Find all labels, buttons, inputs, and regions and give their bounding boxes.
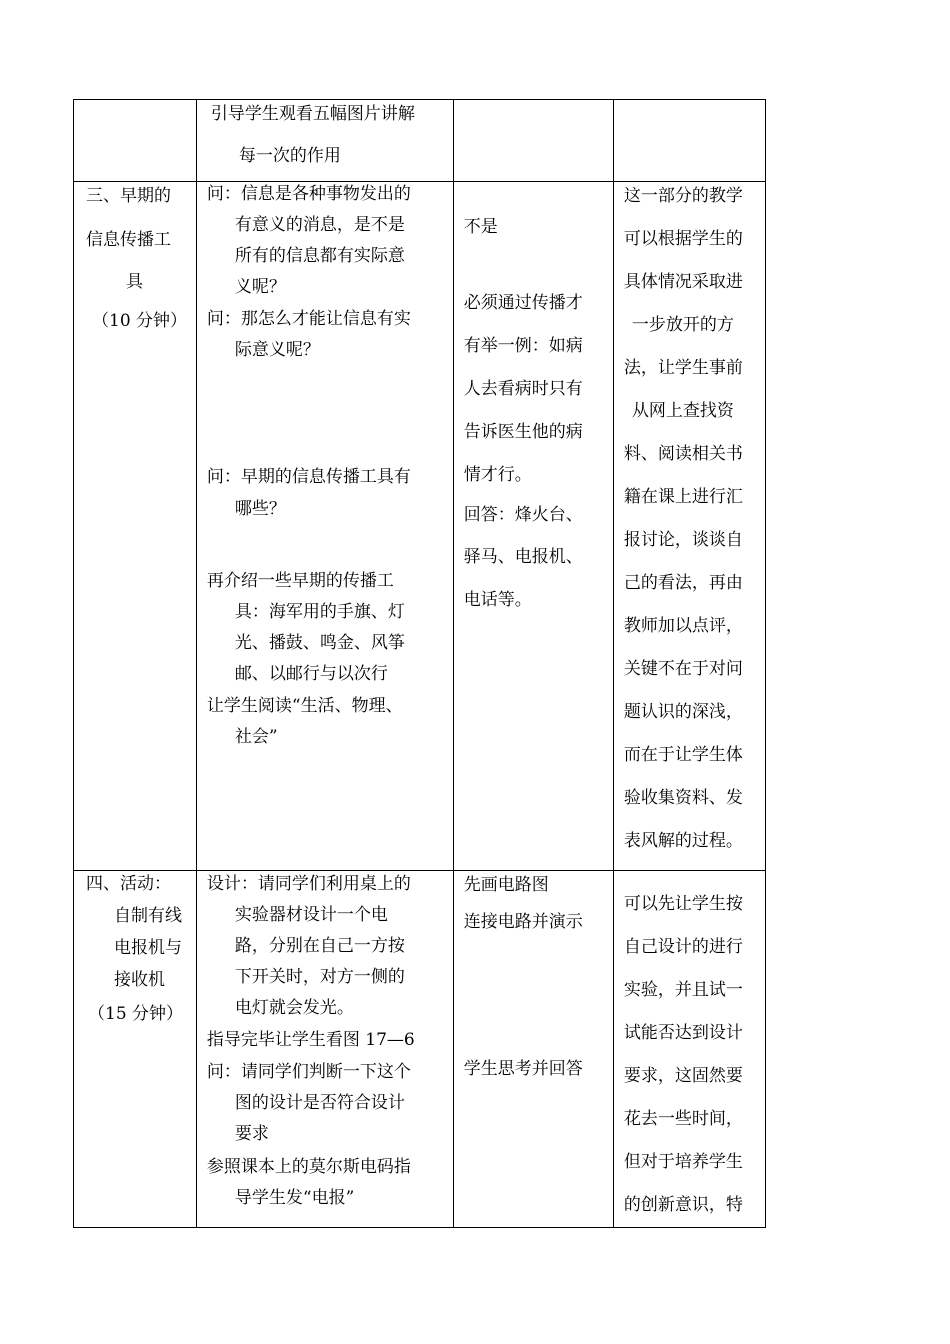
student-line: 告诉医生他的病 bbox=[463, 422, 583, 442]
lesson-plan-table bbox=[73, 99, 766, 1228]
teacher-line: 路，分别在自己一方按 bbox=[234, 936, 405, 956]
student-line: 连接电路并演示 bbox=[463, 912, 583, 932]
teacher-line: 导学生发“电报” bbox=[234, 1188, 355, 1208]
stage-line: （10 分钟） bbox=[92, 311, 188, 331]
student-line: 情才行。 bbox=[463, 465, 532, 485]
notes-cell bbox=[613, 182, 765, 871]
stage-line: 接收机 bbox=[114, 970, 165, 990]
teacher-line: 问：早期的信息传播工具有 bbox=[206, 467, 411, 487]
stage-cell bbox=[74, 100, 197, 182]
teacher-line: 要求 bbox=[234, 1124, 269, 1144]
notes-line: 要求，这固然要 bbox=[623, 1066, 743, 1086]
teacher-activity-cell bbox=[196, 182, 453, 871]
stage-line: 具 bbox=[126, 272, 143, 292]
teacher-line: 下开关时，对方一侧的 bbox=[234, 967, 405, 987]
notes-line: 的创新意识，特 bbox=[623, 1195, 743, 1215]
notes-line: 而在于让学生体 bbox=[623, 745, 743, 765]
teacher-line: 义呢？ bbox=[234, 277, 286, 297]
teacher-activity-cell bbox=[196, 100, 453, 182]
teacher-line: 哪些？ bbox=[234, 499, 286, 519]
teacher-line: 电灯就会发光。 bbox=[234, 998, 354, 1018]
teacher-line: 问：那怎么才能让信息有实 bbox=[206, 309, 411, 329]
student-activity-cell bbox=[453, 100, 613, 182]
stage-line: 信息传播工 bbox=[86, 230, 171, 250]
notes-line: 籍在课上进行汇 bbox=[623, 487, 743, 507]
teacher-line: 光、播鼓、鸣金、风筝 bbox=[234, 633, 405, 653]
notes-line: 表风解的过程。 bbox=[623, 831, 743, 851]
notes-line: 题认识的深浅， bbox=[623, 702, 743, 722]
student-line: 必须通过传播才 bbox=[463, 293, 583, 313]
student-line: 驿马、电报机、 bbox=[463, 547, 583, 567]
notes-line: 一步放开的方 bbox=[631, 315, 734, 335]
teacher-line: 指导完毕让学生看图 17—6 bbox=[206, 1030, 415, 1050]
student-line: 先画电路图 bbox=[463, 875, 549, 895]
teacher-line: 问：信息是各种事物发出的 bbox=[206, 184, 411, 204]
notes-line: 教师加以点评， bbox=[623, 616, 743, 636]
student-line: 有举一例：如病 bbox=[463, 336, 583, 356]
teacher-line: 际意义呢？ bbox=[234, 340, 320, 360]
notes-line: 试能否达到设计 bbox=[623, 1023, 743, 1043]
student-activity-cell bbox=[453, 871, 613, 1228]
teacher-line: 引导学生观看五幅图片讲解 bbox=[210, 104, 415, 124]
teacher-line: 设计：请同学们利用桌上的 bbox=[206, 874, 411, 894]
stage-cell bbox=[74, 182, 197, 871]
teacher-line: 社会” bbox=[234, 727, 278, 747]
notes-line: 这一部分的教学 bbox=[623, 186, 743, 206]
notes-line: 验收集资料、发 bbox=[623, 788, 743, 808]
notes-line: 但对于培养学生 bbox=[623, 1152, 743, 1172]
teacher-line: 实验器材设计一个电 bbox=[234, 905, 388, 925]
student-line: 人去看病时只有 bbox=[463, 379, 583, 399]
notes-line: 从网上查找资 bbox=[631, 401, 734, 421]
student-activity-cell bbox=[453, 182, 613, 871]
student-line: 不是 bbox=[463, 217, 498, 237]
stage-line: （15 分钟） bbox=[88, 1004, 184, 1024]
student-line: 回答：烽火台、 bbox=[463, 505, 583, 525]
student-line: 电话等。 bbox=[463, 590, 532, 610]
teacher-line: 每一次的作用 bbox=[238, 146, 341, 166]
table-row bbox=[74, 100, 766, 182]
notes-line: 法，让学生事前 bbox=[623, 358, 743, 378]
table-row bbox=[74, 871, 766, 1228]
stage-line: 自制有线 bbox=[114, 906, 182, 926]
notes-cell bbox=[613, 100, 765, 182]
teacher-activity-cell bbox=[196, 871, 453, 1228]
notes-line: 具体情况采取进 bbox=[623, 272, 743, 292]
notes-line: 己的看法，再由 bbox=[623, 573, 743, 593]
notes-line: 料、阅读相关书 bbox=[623, 444, 743, 464]
notes-line: 报讨论，谈谈自 bbox=[623, 530, 743, 550]
notes-line: 自己设计的进行 bbox=[623, 937, 743, 957]
notes-line: 可以根据学生的 bbox=[623, 229, 743, 249]
stage-line: 四、活动： bbox=[86, 874, 171, 894]
stage-line: 电报机与 bbox=[114, 938, 182, 958]
teacher-line: 有意义的消息，是不是 bbox=[234, 215, 405, 235]
stage-cell bbox=[74, 871, 197, 1228]
teacher-line: 图的设计是否符合设计 bbox=[234, 1093, 405, 1113]
notes-cell bbox=[613, 871, 765, 1228]
student-line: 学生思考并回答 bbox=[463, 1059, 583, 1079]
notes-line: 实验，并且试一 bbox=[623, 980, 743, 1000]
table-row bbox=[74, 182, 766, 871]
teacher-line: 邮、以邮行与以次行 bbox=[234, 664, 388, 684]
teacher-line: 让学生阅读“生活、物理、 bbox=[206, 696, 403, 716]
stage-line: 三、早期的 bbox=[86, 186, 171, 206]
teacher-line: 再介绍一些早期的传播工 bbox=[206, 571, 394, 591]
notes-line: 关键不在于对问 bbox=[623, 659, 743, 679]
teacher-line: 参照课本上的莫尔斯电码指 bbox=[206, 1157, 411, 1177]
teacher-line: 所有的信息都有实际意 bbox=[234, 246, 405, 266]
teacher-line: 具：海军用的手旗、灯 bbox=[234, 602, 405, 622]
notes-line: 花去一些时间， bbox=[623, 1109, 743, 1129]
notes-line: 可以先让学生按 bbox=[623, 894, 743, 914]
teacher-line: 问：请同学们判断一下这个 bbox=[206, 1062, 411, 1082]
